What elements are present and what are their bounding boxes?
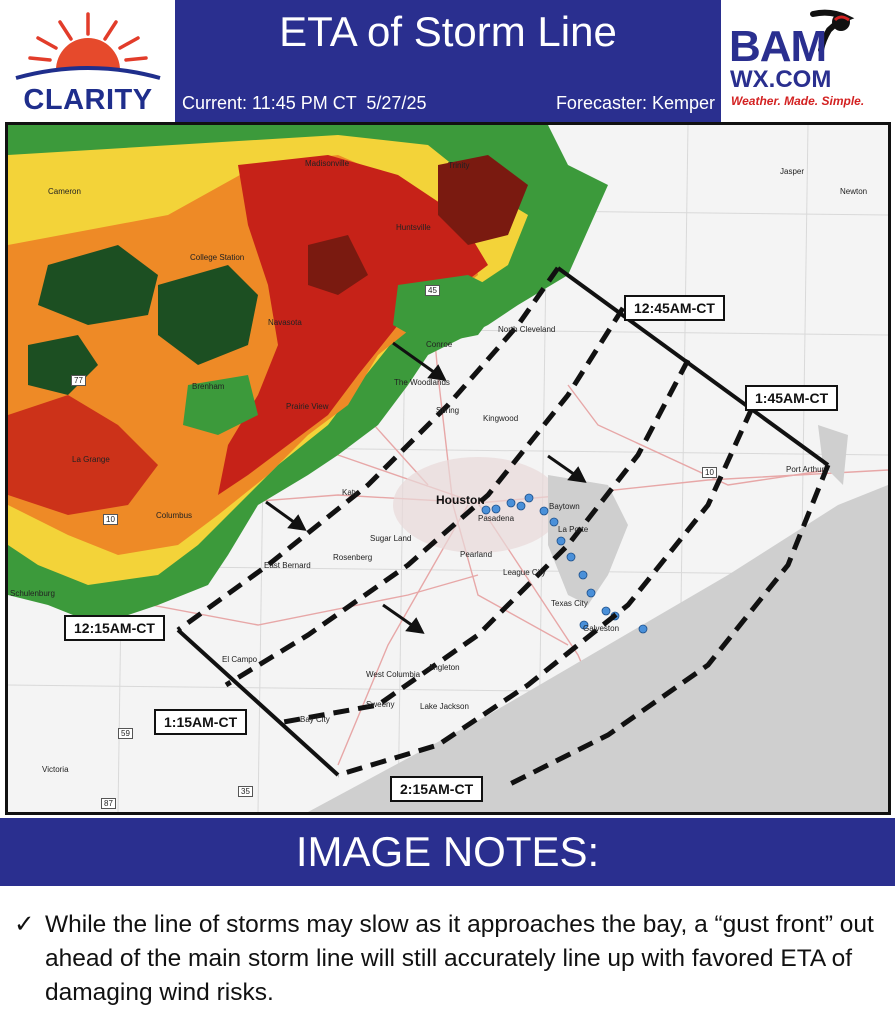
city-label: Prairie View bbox=[286, 402, 329, 411]
highway-shield: 87 bbox=[101, 798, 116, 809]
highway-shield: 59 bbox=[118, 728, 133, 739]
city-label: La Grange bbox=[72, 455, 110, 464]
highway-shield: 45 bbox=[425, 285, 440, 296]
city-label: Lake Jackson bbox=[420, 702, 469, 711]
page-title: ETA of Storm Line bbox=[279, 8, 617, 55]
eta-label-1245: 12:45AM-CT bbox=[624, 295, 725, 321]
city-label-houston: Houston bbox=[436, 493, 485, 507]
eta-label-145: 1:45AM-CT bbox=[745, 385, 838, 411]
city-label: Sweeny bbox=[366, 700, 395, 709]
highway-shield: 10 bbox=[702, 467, 717, 478]
header bbox=[0, 0, 895, 122]
title-banner bbox=[175, 0, 721, 122]
bamwx-logo-tagline: Weather. Made. Simple. bbox=[731, 94, 865, 108]
image-notes-bar bbox=[0, 818, 895, 886]
note-text: While the line of storms may slow as it approaches the bay, a “gust front” out ahead of the main storm line will still accurately line up with favored ETA of damaging wind risks. bbox=[45, 911, 874, 1006]
city-label: Huntsville bbox=[396, 223, 431, 232]
city-label: Spring bbox=[436, 406, 460, 415]
city-label: Schulenburg bbox=[10, 589, 55, 598]
checkmark-icon: ✓ bbox=[14, 911, 35, 938]
clarity-logo bbox=[0, 0, 175, 122]
city-label: West Columbia bbox=[366, 670, 421, 679]
city-label: La Porte bbox=[558, 525, 589, 534]
image-notes-title: IMAGE NOTES: bbox=[295, 828, 600, 875]
highway-shield: 35 bbox=[238, 786, 253, 797]
city-label: Brenham bbox=[192, 382, 225, 391]
city-label: Rosenberg bbox=[333, 553, 373, 562]
bamwx-logo-bam: BAM bbox=[729, 22, 827, 71]
city-label: Port Arthur bbox=[786, 465, 825, 474]
city-label: Navasota bbox=[268, 318, 302, 327]
eta-label-115: 1:15AM-CT bbox=[154, 709, 247, 735]
city-label: Jasper bbox=[780, 167, 805, 176]
city-label: Galveston bbox=[583, 624, 620, 633]
city-label: Kingwood bbox=[483, 414, 519, 423]
city-label: Angleton bbox=[428, 663, 460, 672]
city-label: Columbus bbox=[156, 511, 193, 520]
city-label: Pearland bbox=[460, 550, 493, 559]
city-label: Sugar Land bbox=[370, 534, 412, 543]
city-label: El Campo bbox=[222, 655, 258, 664]
eta-label-1215: 12:15AM-CT bbox=[64, 615, 165, 641]
city-label: East Bernard bbox=[264, 561, 311, 570]
city-label: Baytown bbox=[549, 502, 580, 511]
city-label: College Station bbox=[190, 253, 245, 262]
current-time: Current: 11:45 PM CT 5/27/25 bbox=[182, 93, 427, 113]
eta-label-215: 2:15AM-CT bbox=[390, 776, 483, 802]
forecaster-label: Forecaster: Kemper bbox=[555, 93, 715, 113]
sunrise-icon bbox=[0, 0, 175, 84]
clarity-logo-text: CLARITY bbox=[23, 84, 153, 116]
bamwx-logo bbox=[721, 0, 895, 122]
city-label: Newton bbox=[840, 187, 868, 196]
city-label: Pasadena bbox=[478, 514, 515, 523]
highway-shield: 10 bbox=[103, 514, 118, 525]
city-label: Bay City bbox=[300, 715, 330, 724]
city-label: Trinity bbox=[448, 161, 470, 170]
city-label: Cameron bbox=[48, 187, 81, 196]
storm-eta-map bbox=[5, 122, 891, 815]
bamwx-logo-domain: WX.COM bbox=[730, 66, 832, 93]
city-label: Madisonville bbox=[305, 159, 350, 168]
city-label: Victoria bbox=[42, 765, 69, 774]
city-label: Katy bbox=[342, 488, 359, 497]
highway-shield: 77 bbox=[71, 375, 86, 386]
city-label: League City bbox=[503, 568, 546, 577]
city-label: Conroe bbox=[426, 340, 453, 349]
city-label: The Woodlands bbox=[394, 378, 450, 387]
city-label: North Cleveland bbox=[498, 325, 556, 334]
city-label: Texas City bbox=[551, 599, 588, 608]
